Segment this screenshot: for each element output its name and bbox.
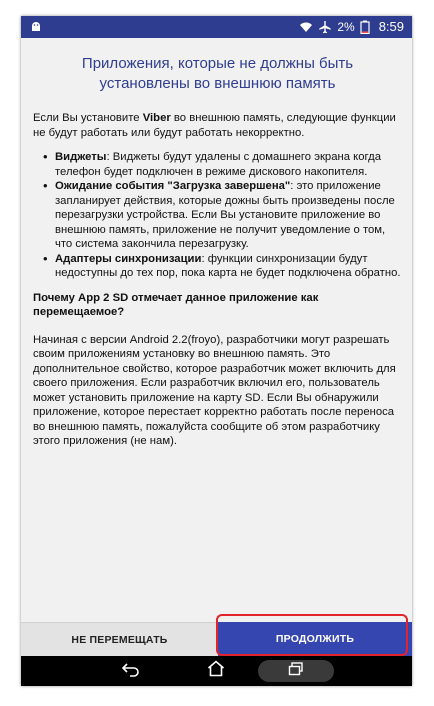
bullet-label: Адаптеры синхронизации <box>55 252 202 265</box>
recent-apps-icon <box>288 662 304 681</box>
status-bar <box>21 16 412 38</box>
list-item-widgets <box>43 150 402 179</box>
intro-text-before: Если Вы установите <box>33 112 143 124</box>
home-button[interactable] <box>201 656 231 686</box>
navigation-bar <box>21 656 412 686</box>
back-button[interactable] <box>116 656 146 686</box>
dont-move-button[interactable]: НЕ ПЕРЕМЕЩАТЬ <box>21 622 218 656</box>
airplane-mode-icon <box>318 20 332 34</box>
dialog-title: Приложения, которые не должны быть установлены во внешнюю память <box>81 55 354 92</box>
battery-icon <box>360 20 374 34</box>
bullet-text: : это приложение запланирует действия, которые дожны быть произведены после перезагрузки устройства. Если Вы установите приложение во внешнюю память, приложение не получит уведомление о том, что система закончила перезагрузку. <box>55 180 395 250</box>
intro-app-name: Viber <box>142 112 171 124</box>
status-icons <box>299 16 404 38</box>
feature-list <box>33 150 402 281</box>
bullet-label: Ожидание события "Загрузка завершена" <box>55 180 291 192</box>
device-screen <box>21 16 412 686</box>
android-notification-icon <box>29 20 43 34</box>
wifi-icon <box>299 20 313 34</box>
home-icon <box>207 660 225 682</box>
list-item-sync-adapters <box>43 252 402 281</box>
recent-apps-button[interactable] <box>258 656 334 686</box>
battery-percent: 2% <box>337 20 355 34</box>
back-icon <box>121 661 141 682</box>
bullet-text: : функции синхронизации будут недоступны до тех пор, пока карта не будет подключена обратно. <box>55 252 401 279</box>
status-time: 8:59 <box>378 19 404 34</box>
answer-paragraph: Начиная с версии Android 2.2(froyo), разработчики могут разрешать своим приложениям установку во внешнюю память. Это дополнительное свойство, которое разработчик может включить для своего приложения. Если разработчик включил его, пользователь может установить приложение на карту SD. Если Вы обнаружили приложение, которое перестает корректно работать после переноса во внешнюю память, пожалуйста сообщите об этом разработчику этого приложения (не нам). <box>33 333 396 447</box>
list-item-boot-completed <box>43 179 402 252</box>
intro-text-after: во внешнюю память, следующие функции не будут работать или будут работать некорректно. <box>33 112 396 139</box>
bullet-label: Виджеты <box>55 151 107 163</box>
intro-paragraph <box>33 111 402 140</box>
button-bar <box>21 622 412 656</box>
dialog-content <box>21 38 412 622</box>
bullet-text: : Виджеты будут удалены с домашнего экрана когда телефон будет подключен в режиме дискового накопителя. <box>55 151 381 178</box>
continue-button[interactable]: ПРОДОЛЖИТЬ <box>218 622 412 656</box>
question-heading: Почему App 2 SD отмечает данное приложение как перемещаемое? <box>33 291 319 318</box>
recent-apps-pill <box>258 660 334 682</box>
